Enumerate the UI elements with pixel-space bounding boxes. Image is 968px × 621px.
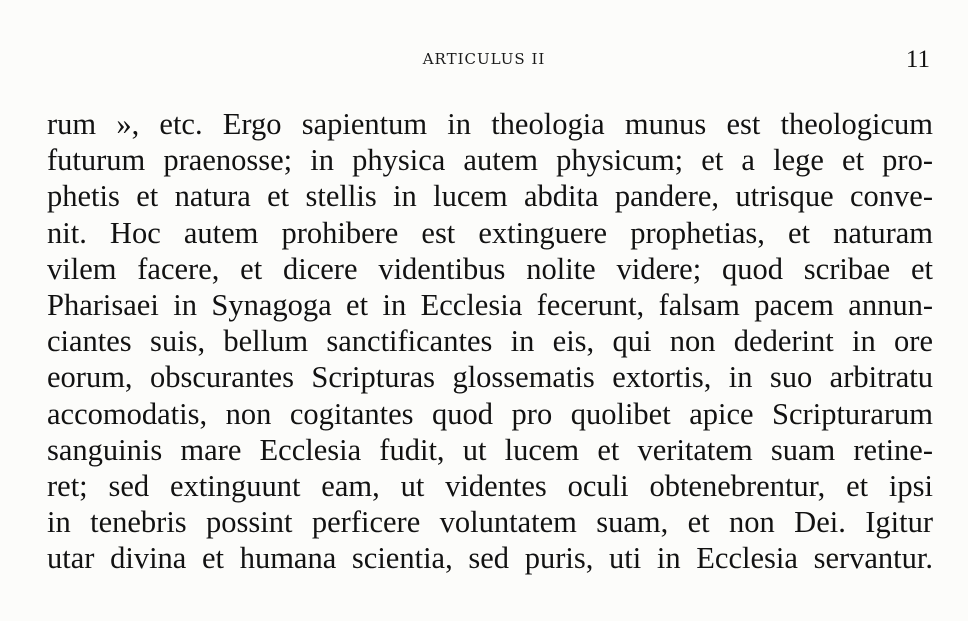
text-line: Pharisaei in Synagoga et in Ecclesia fecerunt, falsam pacem annun- [47, 287, 933, 322]
text-line: rum », etc. Ergo sapientum in theologia munus est theologicum [47, 107, 933, 141]
text-line: nit. Hoc autem prohibere est extinguere prophetias, et naturam [47, 215, 933, 250]
text-line: eorum, obscurantes Scripturas glossematis extortis, in suo arbitratu [47, 360, 933, 395]
text-line: phetis et natura et stellis in lucem abdita pandere, utrisque conve- [47, 179, 933, 214]
body-paragraph [47, 106, 933, 576]
text-line: sanguinis mare Ecclesia fudit, ut lucem et veritatem suam retine- [47, 432, 933, 467]
page-number: 11 [905, 46, 930, 73]
text-line: utar divina et humana scientia, sed puris, uti in Ecclesia servantur. [47, 541, 933, 576]
text-line: ciantes suis, bellum sanctificantes in eis, qui non dederint in ore [47, 324, 933, 359]
text-line: vilem facere, et dicere videntibus nolite videre; quod scribae et [47, 251, 933, 286]
text-line: ret; sed extinguunt eam, ut videntes oculi obtenebrentur, et ipsi [47, 468, 933, 503]
text-line: in tenebris possint perficere voluntatem suam, et non Dei. Igitur [47, 505, 933, 540]
running-head: ARTICULUS II [422, 50, 546, 68]
text-line: accomodatis, non cogitantes quod pro quolibet apice Scripturarum [47, 396, 933, 431]
text-line: futurum praenosse; in physica autem physicum; et a lege et pro- [47, 143, 933, 178]
